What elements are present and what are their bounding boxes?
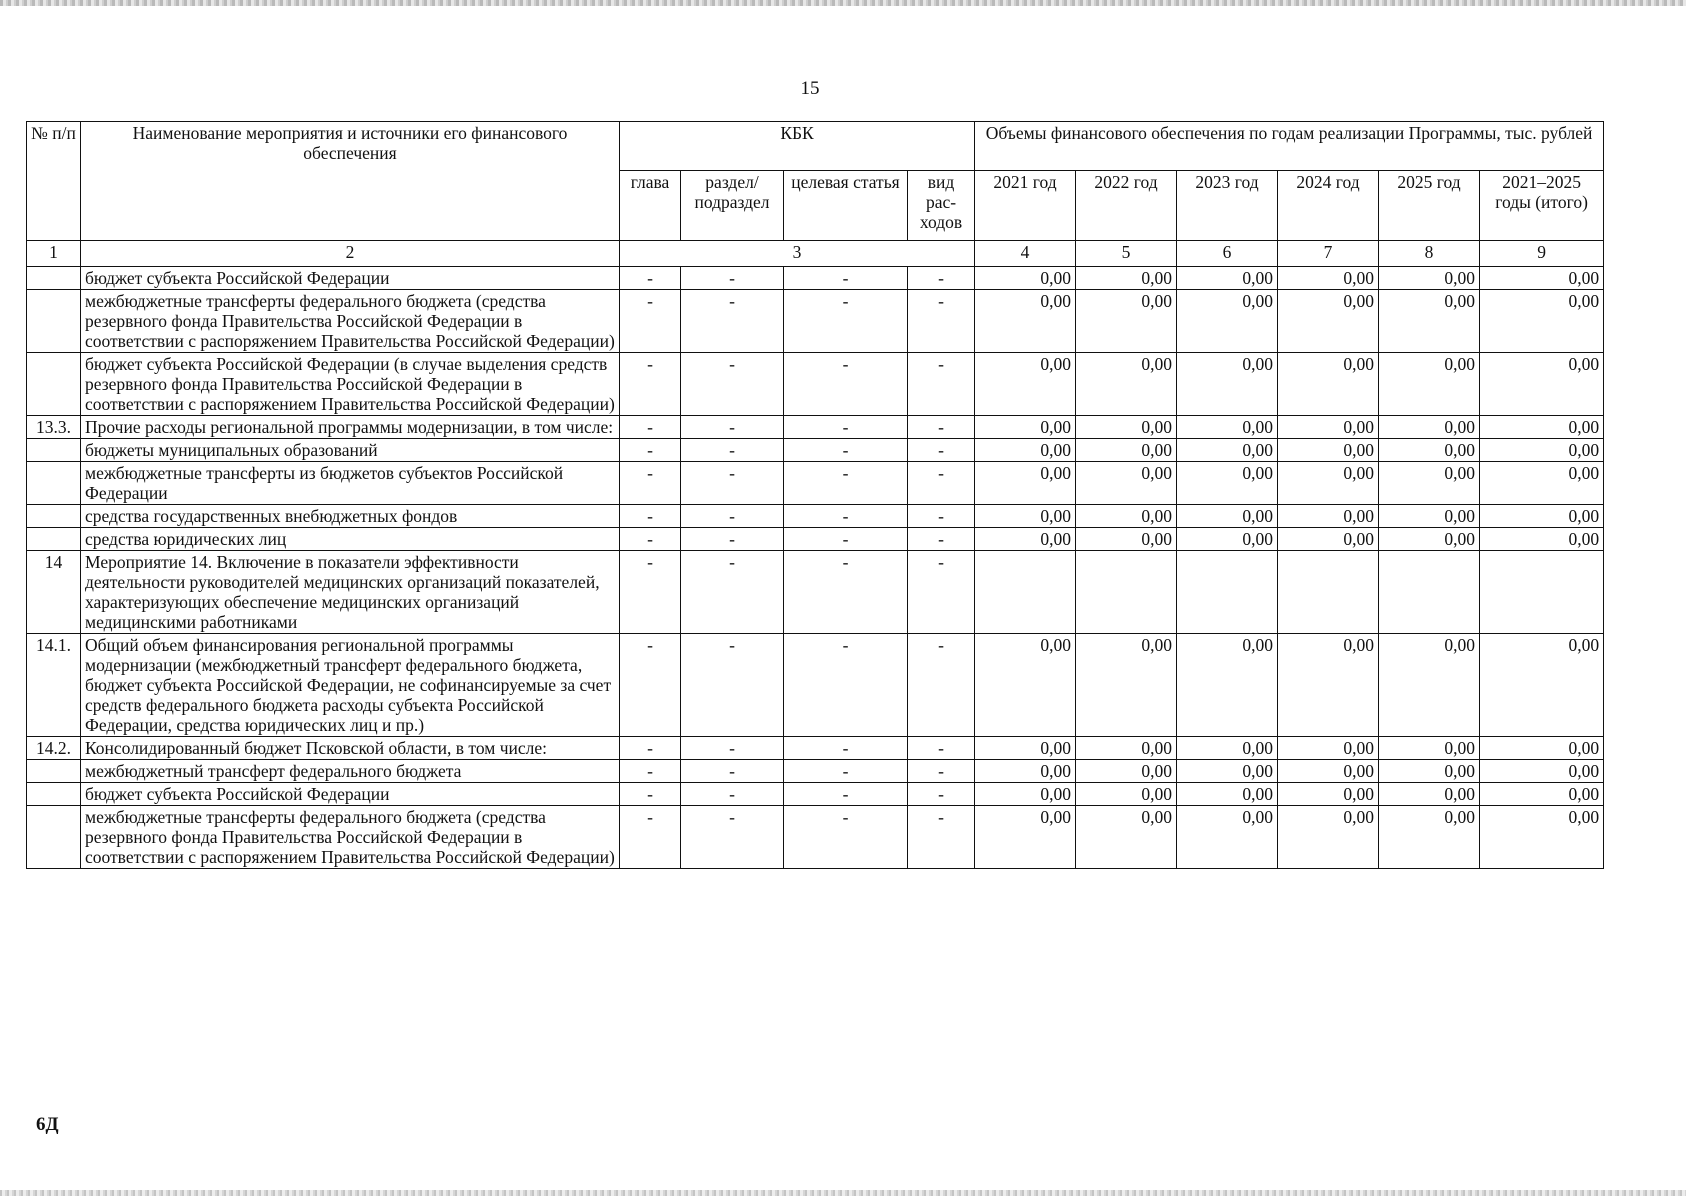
header-volumes: Объемы финансового обеспечения по годам реализации Программы, тыс. рублей [975,122,1604,171]
table-row [27,439,1604,462]
kbk-statya-cell: - [784,290,908,353]
kbk-vid-cell: - [908,783,975,806]
kbk-vid-cell: - [908,760,975,783]
row-name: межбюджетные трансферты федерального бюджета (средства резервного фонда Правительства Российской Федерации в соответствии с распоряжением Правительства Российской Федерации) [81,290,620,353]
value-2021-cell: 0,00 [975,416,1076,439]
colnum-2: 2 [81,241,620,267]
kbk-glava-cell: - [620,439,681,462]
kbk-statya-cell: - [784,416,908,439]
value-2024-cell: 0,00 [1278,267,1379,290]
table-row [27,462,1604,505]
row-name: межбюджетные трансферты из бюджетов субъектов Российской Федерации [81,462,620,505]
row-name: Прочие расходы региональной программы модернизации, в том числе: [81,416,620,439]
kbk-razdel-cell: - [681,806,784,869]
value-2025-cell: 0,00 [1379,760,1480,783]
value-total-cell: 0,00 [1480,439,1604,462]
colnum-4: 4 [975,241,1076,267]
row-number [27,806,81,869]
footer-code: 6Д [36,1114,59,1135]
table-row [27,505,1604,528]
header-kbk-glava: глава [620,171,681,241]
header-num: № п/п [27,122,81,241]
colnum-7: 7 [1278,241,1379,267]
value-2024-cell: 0,00 [1278,416,1379,439]
row-name: межбюджетный трансферт федерального бюджета [81,760,620,783]
value-2025-cell: 0,00 [1379,267,1480,290]
row-name: бюджеты муниципальных образований [81,439,620,462]
row-name: бюджет субъекта Российской Федерации [81,267,620,290]
value-2024-cell: 0,00 [1278,353,1379,416]
value-2021-cell: 0,00 [975,462,1076,505]
header-year-2022: 2022 год [1076,171,1177,241]
table-row [27,760,1604,783]
kbk-glava-cell: - [620,737,681,760]
kbk-vid-cell: - [908,353,975,416]
kbk-statya-cell: - [784,806,908,869]
kbk-glava-cell: - [620,353,681,416]
table-row [27,290,1604,353]
kbk-glava-cell: - [620,267,681,290]
kbk-statya-cell: - [784,634,908,737]
kbk-glava-cell: - [620,783,681,806]
kbk-glava-cell: - [620,528,681,551]
value-2024-cell: 0,00 [1278,290,1379,353]
kbk-razdel-cell: - [681,267,784,290]
value-2024-cell [1278,551,1379,634]
row-name: Консолидированный бюджет Псковской области, в том числе: [81,737,620,760]
row-number [27,267,81,290]
value-total-cell: 0,00 [1480,416,1604,439]
kbk-statya-cell: - [784,267,908,290]
value-2021-cell: 0,00 [975,439,1076,462]
value-2023-cell: 0,00 [1177,783,1278,806]
value-2022-cell: 0,00 [1076,760,1177,783]
value-2022-cell: 0,00 [1076,290,1177,353]
kbk-statya-cell: - [784,462,908,505]
header-kbk-vid: вид рас-ходов [908,171,975,241]
table-body [27,267,1604,869]
table-row [27,416,1604,439]
header-kbk-razdel: раздел/ подраздел [681,171,784,241]
value-2025-cell: 0,00 [1379,462,1480,505]
value-total-cell: 0,00 [1480,267,1604,290]
value-2022-cell: 0,00 [1076,806,1177,869]
value-2022-cell: 0,00 [1076,439,1177,462]
value-total-cell: 0,00 [1480,290,1604,353]
value-2022-cell: 0,00 [1076,353,1177,416]
kbk-glava-cell: - [620,505,681,528]
kbk-vid-cell: - [908,806,975,869]
table-row [27,634,1604,737]
value-2024-cell: 0,00 [1278,760,1379,783]
page-number: 15 [800,78,820,99]
value-total-cell: 0,00 [1480,806,1604,869]
row-name: бюджет субъекта Российской Федерации (в случае выделения средств резервного фонда Правительства Российской Федерации в соответствии с распоряжением Правительства Российской Федерации) [81,353,620,416]
kbk-vid-cell: - [908,551,975,634]
value-2023-cell [1177,551,1278,634]
value-2022-cell: 0,00 [1076,462,1177,505]
value-2024-cell: 0,00 [1278,783,1379,806]
kbk-glava-cell: - [620,760,681,783]
value-total-cell: 0,00 [1480,462,1604,505]
value-2025-cell: 0,00 [1379,806,1480,869]
kbk-statya-cell: - [784,439,908,462]
kbk-razdel-cell: - [681,528,784,551]
value-2022-cell: 0,00 [1076,505,1177,528]
value-2021-cell: 0,00 [975,737,1076,760]
value-total-cell: 0,00 [1480,528,1604,551]
value-total-cell: 0,00 [1480,505,1604,528]
value-2021-cell: 0,00 [975,528,1076,551]
kbk-razdel-cell: - [681,783,784,806]
value-2023-cell: 0,00 [1177,416,1278,439]
kbk-glava-cell: - [620,806,681,869]
kbk-glava-cell: - [620,462,681,505]
scan-edge-bottom [0,1190,1686,1196]
kbk-vid-cell: - [908,634,975,737]
value-2025-cell: 0,00 [1379,634,1480,737]
table-row [27,353,1604,416]
kbk-razdel-cell: - [681,760,784,783]
value-total-cell: 0,00 [1480,353,1604,416]
kbk-razdel-cell: - [681,634,784,737]
table-row [27,737,1604,760]
value-2021-cell: 0,00 [975,760,1076,783]
value-2025-cell: 0,00 [1379,290,1480,353]
kbk-statya-cell: - [784,528,908,551]
row-name: бюджет субъекта Российской Федерации [81,783,620,806]
row-number: 13.3. [27,416,81,439]
row-number [27,505,81,528]
value-2023-cell: 0,00 [1177,528,1278,551]
kbk-vid-cell: - [908,439,975,462]
table-row [27,551,1604,634]
value-2021-cell: 0,00 [975,783,1076,806]
colnum-6: 6 [1177,241,1278,267]
kbk-vid-cell: - [908,416,975,439]
value-2024-cell: 0,00 [1278,505,1379,528]
kbk-glava-cell: - [620,290,681,353]
row-number [27,760,81,783]
header-year-2021: 2021 год [975,171,1076,241]
value-2022-cell: 0,00 [1076,416,1177,439]
value-2023-cell: 0,00 [1177,760,1278,783]
row-number [27,353,81,416]
value-2025-cell: 0,00 [1379,783,1480,806]
row-number [27,528,81,551]
header-year-total: 2021–2025 годы (итого) [1480,171,1604,241]
kbk-glava-cell: - [620,634,681,737]
value-2021-cell [975,551,1076,634]
value-2025-cell: 0,00 [1379,416,1480,439]
value-2023-cell: 0,00 [1177,290,1278,353]
kbk-statya-cell: - [784,760,908,783]
value-2022-cell: 0,00 [1076,634,1177,737]
header-name: Наименование мероприятия и источники его финансового обеспечения [81,122,620,241]
value-2025-cell: 0,00 [1379,737,1480,760]
kbk-razdel-cell: - [681,505,784,528]
scan-edge-top [0,0,1686,6]
value-2023-cell: 0,00 [1177,806,1278,869]
value-total-cell: 0,00 [1480,634,1604,737]
value-total-cell: 0,00 [1480,760,1604,783]
kbk-vid-cell: - [908,528,975,551]
value-2024-cell: 0,00 [1278,737,1379,760]
kbk-razdel-cell: - [681,290,784,353]
row-number [27,783,81,806]
value-2025-cell: 0,00 [1379,528,1480,551]
value-2021-cell: 0,00 [975,353,1076,416]
row-number: 14 [27,551,81,634]
value-total-cell: 0,00 [1480,737,1604,760]
row-number [27,290,81,353]
table-row [27,806,1604,869]
header-year-2024: 2024 год [1278,171,1379,241]
kbk-statya-cell: - [784,783,908,806]
row-number [27,439,81,462]
value-2022-cell: 0,00 [1076,267,1177,290]
value-2023-cell: 0,00 [1177,634,1278,737]
row-name: средства государственных внебюджетных фондов [81,505,620,528]
value-2022-cell: 0,00 [1076,528,1177,551]
header-kbk: КБК [620,122,975,171]
value-2024-cell: 0,00 [1278,462,1379,505]
value-2025-cell: 0,00 [1379,439,1480,462]
colnum-3: 3 [620,241,975,267]
value-2024-cell: 0,00 [1278,439,1379,462]
colnum-1: 1 [27,241,81,267]
value-2023-cell: 0,00 [1177,439,1278,462]
kbk-vid-cell: - [908,462,975,505]
value-2021-cell: 0,00 [975,267,1076,290]
colnum-8: 8 [1379,241,1480,267]
value-2025-cell [1379,551,1480,634]
value-2021-cell: 0,00 [975,806,1076,869]
budget-table [26,121,1604,869]
kbk-glava-cell: - [620,416,681,439]
row-number [27,462,81,505]
row-number: 14.1. [27,634,81,737]
colnum-5: 5 [1076,241,1177,267]
value-2022-cell [1076,551,1177,634]
value-2023-cell: 0,00 [1177,737,1278,760]
colnum-9: 9 [1480,241,1604,267]
value-2023-cell: 0,00 [1177,267,1278,290]
kbk-razdel-cell: - [681,462,784,505]
row-name: межбюджетные трансферты федерального бюджета (средства резервного фонда Правительства Российской Федерации в соответствии с распоряжением Правительства Российской Федерации) [81,806,620,869]
row-name: Мероприятие 14. Включение в показатели эффективности деятельности руководителей медицинских организаций показателей, характеризующих обеспечение медицинских организаций медицинскими работниками [81,551,620,634]
value-2025-cell: 0,00 [1379,353,1480,416]
table-row [27,783,1604,806]
table-row [27,267,1604,290]
kbk-razdel-cell: - [681,551,784,634]
header-year-2023: 2023 год [1177,171,1278,241]
kbk-razdel-cell: - [681,416,784,439]
kbk-razdel-cell: - [681,439,784,462]
value-2021-cell: 0,00 [975,505,1076,528]
header-kbk-statya: целевая статья [784,171,908,241]
value-total-cell [1480,551,1604,634]
kbk-razdel-cell: - [681,737,784,760]
header-year-2025: 2025 год [1379,171,1480,241]
kbk-vid-cell: - [908,290,975,353]
value-2022-cell: 0,00 [1076,737,1177,760]
table-row [27,528,1604,551]
value-2023-cell: 0,00 [1177,505,1278,528]
row-name: средства юридических лиц [81,528,620,551]
value-2023-cell: 0,00 [1177,353,1278,416]
kbk-statya-cell: - [784,505,908,528]
kbk-statya-cell: - [784,737,908,760]
value-2021-cell: 0,00 [975,634,1076,737]
value-2025-cell: 0,00 [1379,505,1480,528]
kbk-vid-cell: - [908,267,975,290]
kbk-vid-cell: - [908,505,975,528]
row-number: 14.2. [27,737,81,760]
value-2021-cell: 0,00 [975,290,1076,353]
value-total-cell: 0,00 [1480,783,1604,806]
value-2024-cell: 0,00 [1278,528,1379,551]
value-2024-cell: 0,00 [1278,634,1379,737]
value-2024-cell: 0,00 [1278,806,1379,869]
kbk-statya-cell: - [784,353,908,416]
kbk-statya-cell: - [784,551,908,634]
kbk-glava-cell: - [620,551,681,634]
value-2023-cell: 0,00 [1177,462,1278,505]
kbk-vid-cell: - [908,737,975,760]
kbk-razdel-cell: - [681,353,784,416]
row-name: Общий объем финансирования региональной программы модернизации (межбюджетный трансферт федерального бюджета, бюджет субъекта Российской Федерации, не софинансируемые за счет средств федерального бюджета расходы субъекта Российской Федерации, средства юридических лиц и пр.) [81,634,620,737]
value-2022-cell: 0,00 [1076,783,1177,806]
